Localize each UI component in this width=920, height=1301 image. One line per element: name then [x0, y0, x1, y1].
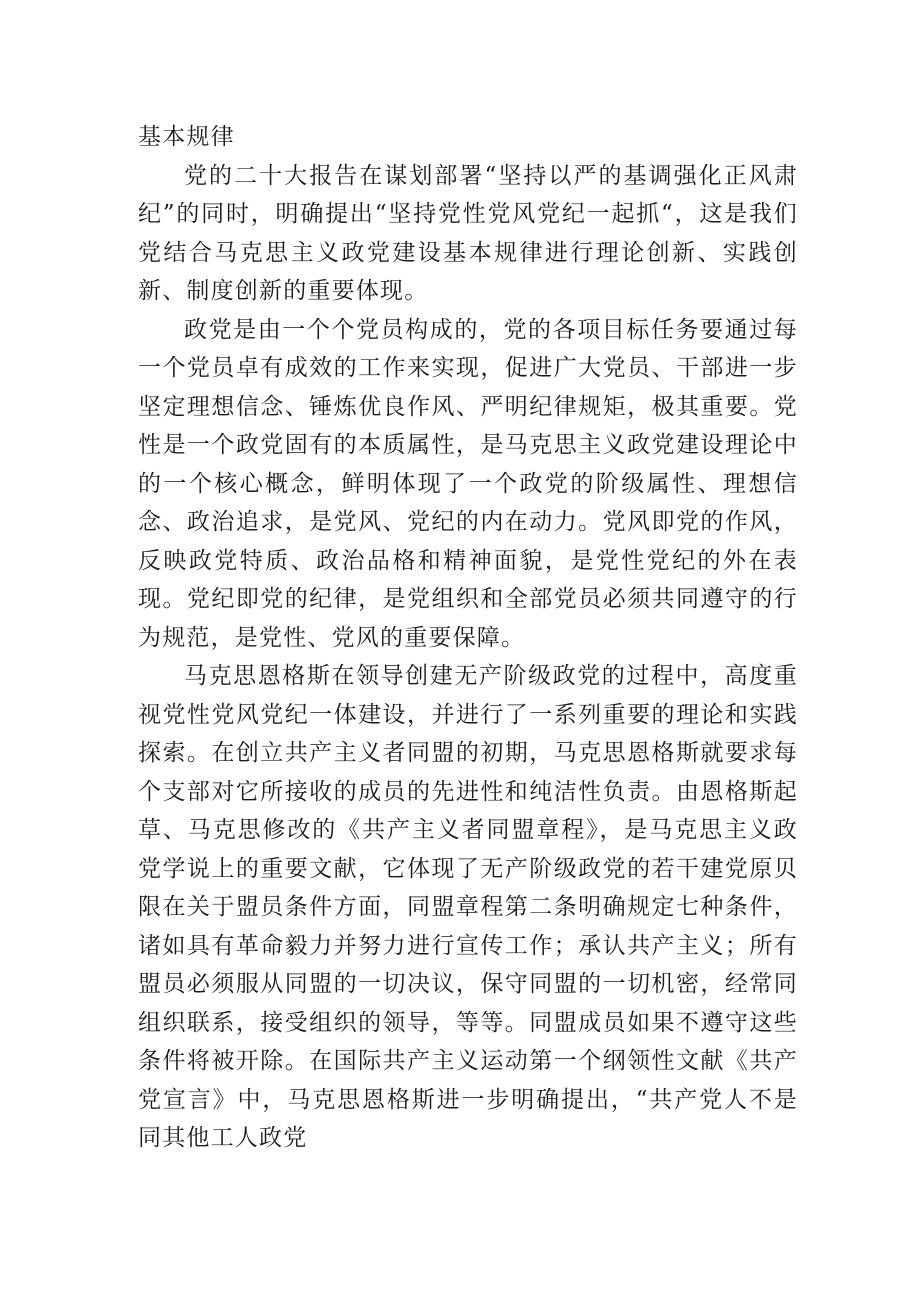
paragraph-1: 党的二十大报告在谋划部署“坚持以严的基调强化正风肃纪”的同时，明确提出“坚持党性党风党纪一起抓“，这是我们党结合马克思主义政党建设基本规律进行理论创新、实践创新、制度创新的重要体现。	[138, 162, 798, 304]
section-heading: 基本规律	[138, 124, 235, 150]
document-body	[138, 118, 798, 1158]
paragraph-2: 政党是由一个个党员构成的，党的各项目标任务要通过每一个党员卓有成效的工作来实现，促进广大党员、干部进一步坚定理想信念、锤炼优良作风、严明纪律规矩，极其重要。党性是一个政党固有的本质属性，是马克思主义政党建设理论中的一个核心概念，鲜明体现了一个政党的阶级属性、理想信念、政治追求，是党风、党纪的内在动力。党风即党的作风，反映政党特质、政治品格和精神面貌，是党性党纪的外在表现。党纪即党的纪律，是党组织和全部党员必须共同遵守的行为规范，是党性、党风的重要保障。	[138, 316, 798, 651]
paragraph-3: 马克思恩格斯在领导创建无产阶级政党的过程中，高度重视党性党风党纪一体建设，并进行了一系列重要的理论和实践探索。在创立共产主义者同盟的初期，马克思恩格斯就要求每个支部对它所接收的成员的先进性和纯洁性负责。由恩格斯起草、马克思修改的《共产主义者同盟章程》，是马克思主义政党学说上的重要文献，它体现了无产阶级政党的若干建党原贝限在关于盟员条件方面，同盟章程第二条明确规定七种条件，诸如具有革命毅力并努力进行宣传工作；承认共产主义；所有盟员必须服从同盟的一切决议，保守同盟的一切机密，经常同组织联系，接受组织的领导，等等。同盟成员如果不遵守这些条件将被开除。在国际共产主义运动第一个纲领性文献《共产党宣言》中，马克思恩格斯进一步明确提出，“共产党人不是同其他工人政党	[138, 663, 798, 1151]
